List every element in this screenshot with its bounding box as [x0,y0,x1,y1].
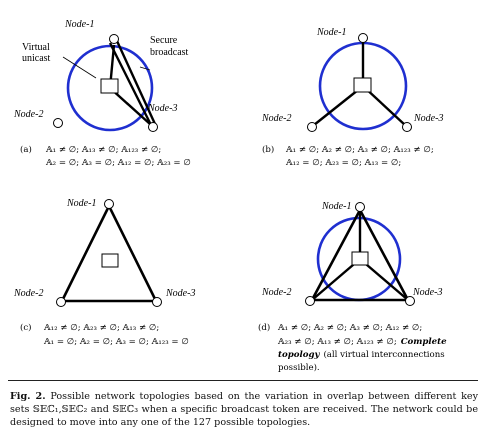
node-d-2 [306,297,315,306]
label-a-node2: Node-2 [14,109,44,120]
label-a-node1: Node-1 [65,19,95,30]
panel-d [258,201,447,373]
label-b-node1: Node-1 [317,27,347,38]
center-token-c [102,254,118,267]
label-secure: Secure [150,35,178,46]
node-a-2 [54,119,63,128]
label-broadcast: broadcast [150,47,189,58]
caption-d-line3 [278,349,445,360]
label-virtual: Virtual [22,42,50,53]
panel-a [13,19,191,168]
label-b-node2: Node-2 [262,113,292,124]
label-c-node2: Node-2 [14,288,44,299]
label-c-node3: Node-3 [166,288,196,299]
caption-d-line4: possible). [278,363,320,373]
node-d-1 [356,203,365,212]
caption-b-line2: 𝔸₁₂ = ∅; 𝔸₂₃ = ∅; 𝔸₁₃ = ∅; [286,158,402,168]
label-d-node1: Node-1 [322,201,352,212]
node-b-1 [359,34,368,43]
caption-c-line2: 𝔸₁ = ∅; 𝔸₂ = ∅; 𝔸₃ = ∅; 𝔸₁₂₃ = ∅ [44,337,189,347]
label-d-node3: Node-3 [413,287,443,298]
caption-d-line2 [277,337,447,347]
figure-label: Fig. 2. [10,391,46,402]
label-c-node1: Node-1 [67,198,97,209]
caption-a-line1: 𝔸₁ ≠ ∅; 𝔸₁₃ ≠ ∅; 𝔸₁₂₃ ≠ ∅; [46,145,162,155]
label-d-node2: Node-2 [262,287,292,298]
node-a-1 [110,35,119,44]
panel-b [261,27,443,168]
node-c-1 [105,200,114,209]
caption-c-line1: 𝔸₁₂ ≠ ∅; 𝔸₂₃ ≠ ∅; 𝔸₁₃ ≠ ∅; [44,323,160,333]
center-token-d [352,252,368,265]
center-token-b [354,78,371,92]
caption-d-line1: 𝔸₁ ≠ ∅; 𝔸₂ ≠ ∅; 𝔸₃ ≠ ∅; 𝔸₁₂ ≠ ∅; [278,323,423,333]
node-b-2 [308,123,317,132]
caption-c-tag: (c) [20,323,32,333]
panel-c [13,198,195,347]
center-token-a [101,79,118,93]
figure-caption [10,391,478,429]
label-b-node3: Node-3 [414,113,444,124]
caption-d-complete: Complete [400,337,447,347]
node-c-3 [153,298,162,307]
label-a-node3: Node-3 [148,103,178,114]
caption-a-tag: (a) [20,145,32,155]
node-c-2 [57,298,66,307]
caption-d-topology: topology [278,350,320,360]
caption-d-tag: (d) [258,323,271,333]
node-a-3 [149,123,158,132]
caption-d-all-virtual: (all virtual interconnections [323,350,445,360]
caption-b-tag: (b) [262,145,275,155]
caption-a-line2: 𝔸₂ = ∅; 𝔸₃ = ∅; 𝔸₁₂ = ∅; 𝔸₂₃ = ∅ [46,158,191,168]
node-b-3 [403,123,412,132]
caption-b-line1: 𝔸₁ ≠ ∅; 𝔸₂ ≠ ∅; 𝔸₃ ≠ ∅; 𝔸₁₂₃ ≠ ∅; [286,145,434,155]
label-unicast: unicast [22,53,51,64]
caption-rule [8,380,478,381]
caption-d-line2-sets: 𝔸₂₃ ≠ ∅; 𝔸₁₃ ≠ ∅; 𝔸₁₂₃ ≠ ∅; [278,337,397,347]
figure-caption-text: Possible network topologies based on the variation in overlap between different key sets 𝕊𝔼ℂ₁,𝕊𝔼ℂ₂ and 𝕊𝔼ℂ₃ when a specific broadcast token are received. The network could be designed to move into any one of the 127 possible topologies. [10,391,479,428]
